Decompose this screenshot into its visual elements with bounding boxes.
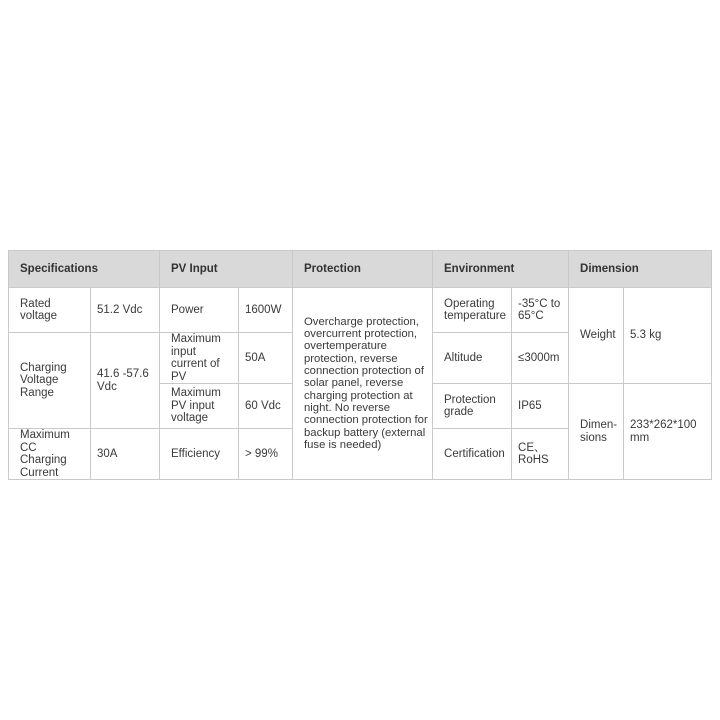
- env-label-operating-temperature: Operating temperature: [433, 288, 512, 333]
- pv-label-max-input-voltage: Maximum PV input voltage: [160, 384, 239, 429]
- header-dimension: Dimension: [569, 251, 712, 288]
- pv-label-power: Power: [160, 288, 239, 333]
- env-value-protection-grade: IP65: [512, 384, 569, 429]
- header-specifications: Specifications: [9, 251, 160, 288]
- table-row: [9, 288, 712, 333]
- pv-value-max-input-voltage: 60 Vdc: [239, 384, 293, 429]
- header-protection: Protection: [293, 251, 433, 288]
- env-value-altitude: ≤3000m: [512, 333, 569, 384]
- env-label-protection-grade: Protection grade: [433, 384, 512, 429]
- dim-label-weight: Weight: [569, 288, 624, 384]
- spec-value-max-cc-charging-current: 30A: [91, 429, 160, 480]
- pv-value-power: 1600W: [239, 288, 293, 333]
- spec-value-charging-voltage-range: 41.6 -57.6 Vdc: [91, 333, 160, 429]
- specifications-table: [8, 250, 712, 480]
- spec-label-max-cc-charging-current: Maximum CC Charging Current: [9, 429, 91, 480]
- spec-label-rated-voltage: Rated voltage: [9, 288, 91, 333]
- dim-value-weight: 5.3 kg: [624, 288, 712, 384]
- spec-label-charging-voltage-range: Charging Voltage Range: [9, 333, 91, 429]
- pv-value-max-input-current: 50A: [239, 333, 293, 384]
- pv-label-max-input-current: Maximum input current of PV: [160, 333, 239, 384]
- dim-value-dimensions: 233*262*100 mm: [624, 384, 712, 480]
- pv-label-efficiency: Efficiency: [160, 429, 239, 480]
- protection-text: Overcharge protection, overcurrent protection, overtemperature protection, reverse connection protection of solar panel, reverse charging protection at night. No reverse connection protection for backup battery (external fuse is needed): [293, 288, 433, 480]
- env-value-operating-temperature: -35°C to 65°C: [512, 288, 569, 333]
- header-pv-input: PV Input: [160, 251, 293, 288]
- spec-value-rated-voltage: 51.2 Vdc: [91, 288, 160, 333]
- env-label-altitude: Altitude: [433, 333, 512, 384]
- header-environment: Environment: [433, 251, 569, 288]
- pv-value-efficiency: > 99%: [239, 429, 293, 480]
- env-label-certification: Certification: [433, 429, 512, 480]
- env-value-certification: CE、RoHS: [512, 429, 569, 480]
- header-row: [9, 251, 712, 288]
- dim-label-dimensions: Dimen-sions: [569, 384, 624, 480]
